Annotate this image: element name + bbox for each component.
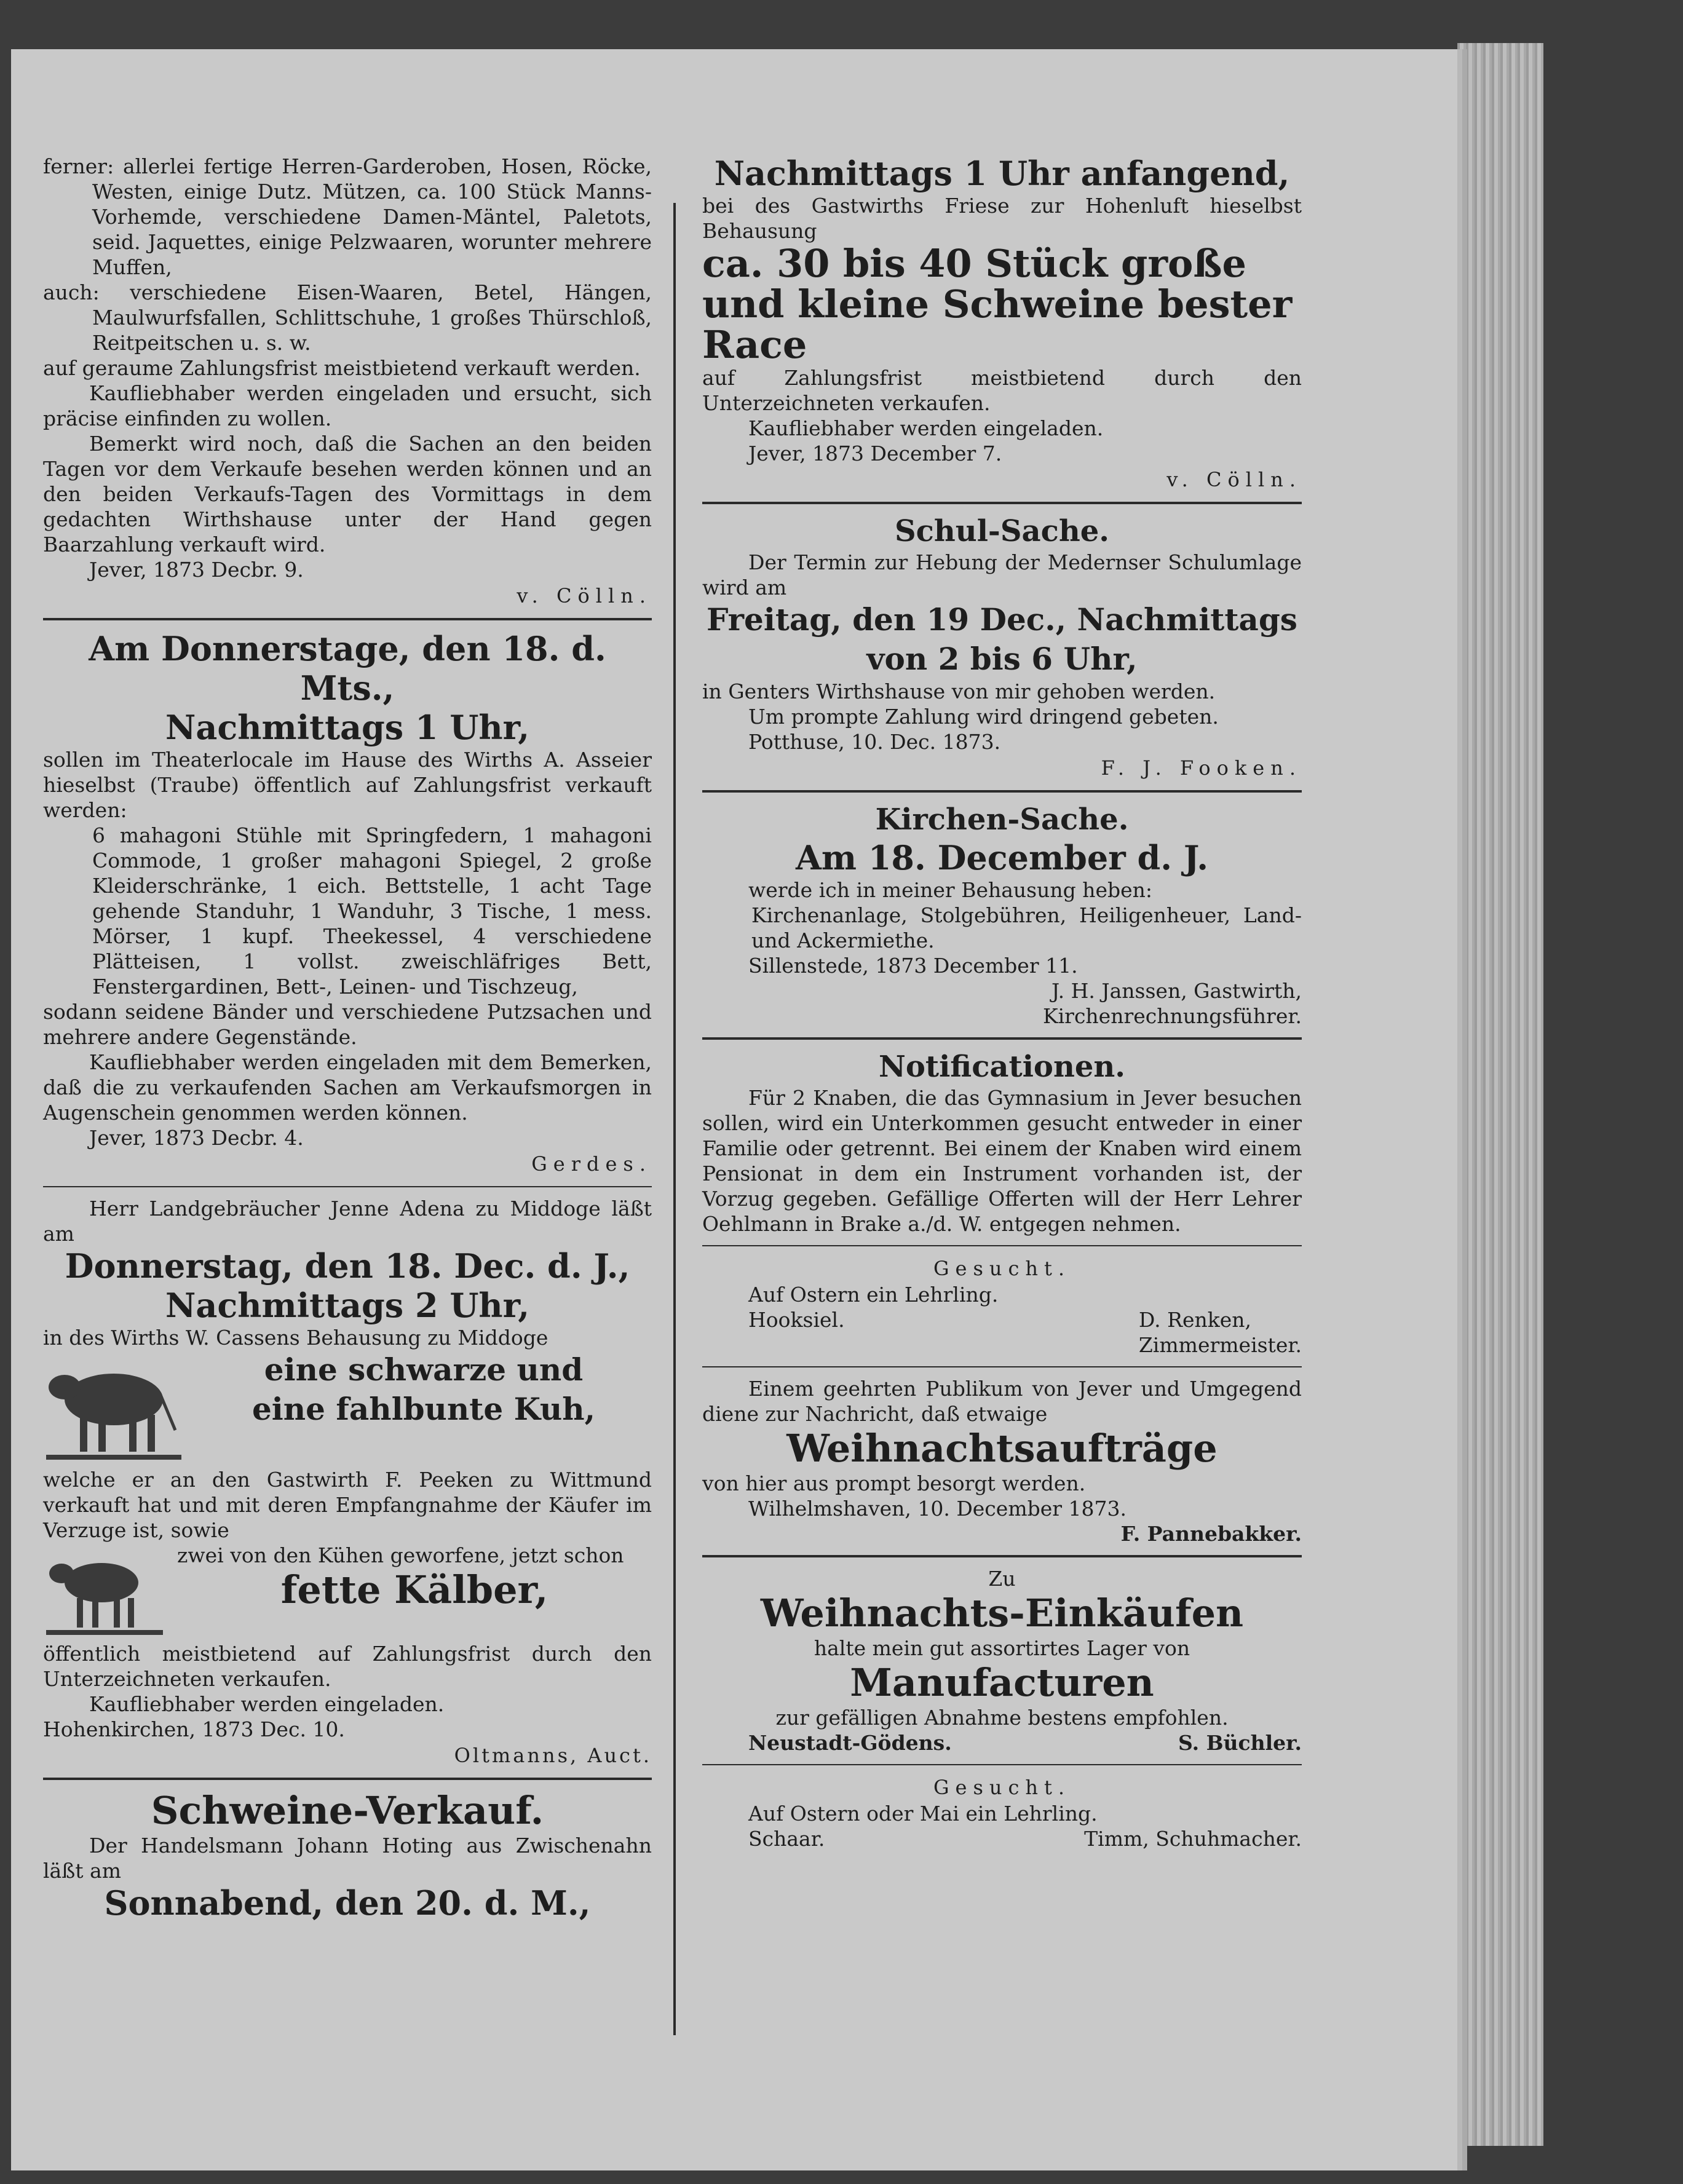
book-page-edge — [1457, 43, 1543, 2146]
ad2-heading-1: Am Donnerstage, den 18. d. Mts., — [89, 629, 606, 708]
r7-body: halte mein gut assortirtes Lager von — [814, 1636, 1190, 1660]
r6-big: Weihnachtsaufträge — [786, 1426, 1218, 1471]
r8-heading: Gesucht. — [933, 1776, 1071, 1799]
ad2-items: 6 mahagoni Stühle mit Springfedern, 1 mahagoni Commode, 1 großer mahagoni Spiegel, 2 große Kleiderschränke, 1 eich. Bettstelle, 1 acht Tage gehende Standuhr, 1 Wanduhr, 3 Tische, 1 mess. Mörser, 1 kupf. Theekessel, 4 verschiedene Plätteisen, 1 vollst. zweischläfriges Bett, Fenstergardinen, Bett-, Leinen- und Tischzeug, — [92, 823, 652, 999]
r2-heading: Schul-Sache. — [895, 514, 1109, 548]
ad3-terms: öffentlich meistbietend auf Zahlungsfrist durch den Unterzeichneten verkaufen. — [43, 1642, 652, 1691]
r1-big: ca. 30 bis 40 Stück große und kleine Schweine bester Race — [702, 241, 1293, 367]
r3-signature-1: J. H. Janssen, Gastwirth, — [1051, 979, 1302, 1003]
ad2-signature: Gerdes. — [531, 1152, 652, 1176]
separator — [702, 790, 1302, 793]
left-note: Bemerkt wird noch, daß die Sachen an den beiden Tagen vor dem Verkaufe besehen werden können und an den beiden Verkaufs-Tagen des Vormittags in dem gedachten Wirthshause unter der Hand gegen Baarzahlung verkauft wird. — [43, 432, 652, 556]
r3-items: Kirchenanlage, Stolgebühren, Heiligenheuer, Land- und Ackermiethe. — [751, 903, 1302, 952]
separator — [702, 502, 1302, 504]
separator — [702, 1555, 1302, 1557]
ad3-cows-2: eine fahlbunte Kuh, — [251, 1391, 596, 1427]
r2-place: in Genters Wirthshause von mir gehoben werden. — [702, 679, 1216, 703]
ad3-body: welche er an den Gastwirth F. Peeken zu Wittmund verkauft hat und mit deren Empfangnahme der Käufer im Verzuge ist, sowie — [43, 1468, 652, 1542]
r5-signature-2: Zimmermeister. — [1138, 1333, 1302, 1357]
separator — [702, 1366, 1302, 1367]
r7-signature: S. Büchler. — [1178, 1731, 1302, 1755]
separator — [702, 1037, 1302, 1040]
r7-place: Neustadt-Gödens. — [748, 1731, 952, 1755]
r1-signature: v. Cölln. — [1166, 468, 1302, 491]
left-intro: ferner: allerlei fertige Herren-Garderoben, Hosen, Röcke, Westen, einige Dutz. Mützen, ca. 100 Stück Manns-Vorhemde, verschiedene Damen-Mäntel, Paletots, seid. Jaquettes, einige Pelzwaaren, worunter mehrere Muffen, — [43, 154, 652, 279]
separator — [43, 1186, 652, 1187]
ad3-cows-1: eine schwarze und — [264, 1351, 584, 1388]
r2-big: Freitag, den 19 Dec., Nachmittags von 2 bis 6 Uhr, — [707, 601, 1297, 677]
left-date: Jever, 1873 Decbr. 9. — [89, 558, 304, 582]
column-divider — [673, 203, 676, 2035]
separator — [702, 1245, 1302, 1246]
ad4-heading: Schweine-Verkauf. — [151, 1788, 544, 1833]
separator — [702, 1764, 1302, 1765]
left-column — [43, 154, 652, 1923]
ad3-heading-1: Donnerstag, den 18. Dec. d. J., — [65, 1246, 630, 1286]
left-terms: auf geraume Zahlungsfrist meistbietend verkauft werden. — [43, 356, 641, 380]
r5-place: Hooksiel. — [748, 1308, 845, 1332]
r2-body: Der Termin zur Hebung der Medernser Schulumlage wird am — [702, 550, 1302, 599]
ad4-date: Sonnabend, den 20. d. M., — [104, 1883, 591, 1923]
r8-footer — [702, 1826, 1302, 1851]
r2-request: Um prompte Zahlung wird dringend gebeten. — [748, 705, 1219, 729]
ad2-date: Jever, 1873 Decbr. 4. — [89, 1126, 304, 1150]
r3-date: Sillenstede, 1873 December 11. — [748, 954, 1078, 978]
r6-signature: F. Pannebakker. — [1120, 1522, 1302, 1546]
left-signature: v. Cölln. — [517, 584, 652, 607]
calf-icon — [43, 1543, 166, 1641]
ad3-invite: Kaufliebhaber werden eingeladen. — [89, 1692, 445, 1716]
r5-signature-1: D. Renken, — [1138, 1308, 1252, 1332]
ad3-heading-2: Nachmittags 2 Uhr, — [165, 1286, 530, 1325]
r7-tail: zur gefälligen Abnahme bestens empfohlen. — [775, 1706, 1229, 1730]
ad3-cow-block — [43, 1350, 652, 1467]
r3-big: Am 18. December d. J. — [795, 838, 1209, 877]
ad3-signature: Oltmanns, Auct. — [454, 1744, 652, 1767]
left-auch: auch: verschiedene Eisen-Waaren, Betel, Hängen, Maulwurfsfallen, Schlittschuhe, 1 großes Thürschloß, Reitpeitschen u. s. w. — [43, 280, 652, 355]
ad3-calves: zwei von den Kühen geworfene, jetzt schon — [177, 1543, 624, 1567]
r2-date: Potthuse, 10. Dec. 1873. — [748, 730, 1001, 754]
r1-invite: Kaufliebhaber werden eingeladen. — [748, 416, 1104, 440]
r7-footer — [702, 1730, 1302, 1755]
ad3-calf-block — [43, 1543, 652, 1641]
r5-body: Auf Ostern ein Lehrling. — [748, 1283, 999, 1307]
ad3-date: Hohenkirchen, 1873 Dec. 10. — [43, 1717, 345, 1741]
r6-date: Wilhelmshaven, 10. December 1873. — [748, 1497, 1127, 1521]
right-column — [702, 154, 1302, 1851]
r8-signature: Timm, Schuhmacher. — [1084, 1827, 1302, 1851]
r8-body: Auf Ostern oder Mai ein Lehrling. — [748, 1802, 1098, 1826]
r2-signature: F. J. Fooken. — [1101, 756, 1302, 780]
ad2-invite: Kaufliebhaber werden eingeladen mit dem Bemerken, daß die zu verkaufenden Sachen am Verkaufsmorgen in Augenschein genommen werden können. — [43, 1050, 652, 1125]
r3-signature-2: Kirchenrechnungsführer. — [1042, 1004, 1302, 1028]
left-invite: Kaufliebhaber werden eingeladen und ersucht, sich präcise einfinden zu wollen. — [43, 381, 652, 430]
r3-heading: Kirchen-Sache. — [875, 802, 1129, 837]
r7-zu: Zu — [988, 1567, 1016, 1591]
cow-icon — [43, 1350, 184, 1467]
r6-tail: von hier aus prompt besorgt werden. — [702, 1471, 1086, 1495]
ad2-body: sollen im Theaterlocale im Hause des Wirths A. Asseier hieselbst (Traube) öffentlich auf Zahlungsfrist verkauft werden: — [43, 748, 652, 822]
ad3-place: in des Wirths W. Cassens Behausung zu Middoge — [43, 1326, 548, 1350]
r7-manufacturen: Manufacturen — [850, 1660, 1154, 1705]
separator — [43, 618, 652, 620]
r5-footer — [702, 1307, 1302, 1358]
r4-body: Für 2 Knaben, die das Gymnasium in Jever besuchen sollen, wird ein Unterkommen gesucht entweder in einer Familie oder getrennt. Bei einem der Knaben wird einem Pensionat in dem ein Instrument vorhanden ist, der Vorzug gegeben. Gefällige Offerten will der Herr Lehrer Oehlmann in Brake a./d. W. entgegen nehmen. — [702, 1086, 1302, 1236]
ad2-heading-2: Nachmittags 1 Uhr, — [165, 708, 530, 747]
r1-terms: auf Zahlungsfrist meistbietend durch den Unterzeichneten verkaufen. — [702, 366, 1302, 415]
separator — [43, 1778, 652, 1780]
r1-date: Jever, 1873 December 7. — [748, 441, 1002, 465]
ad3-intro: Herr Landgebräucher Jenne Adena zu Middoge läßt am — [43, 1197, 652, 1246]
r4-heading: Notificationen. — [879, 1050, 1125, 1084]
ad4-body: Der Handelsmann Johann Hoting aus Zwischenahn läßt am — [43, 1834, 652, 1883]
ad2-more: sodann seidene Bänder und verschiedene Putzsachen und mehrere andere Gegenstände. — [43, 1000, 652, 1049]
ad3-fat-calves: fette Kälber, — [280, 1567, 548, 1612]
r6-body: Einem geehrten Publikum von Jever und Umgegend diene zur Nachricht, daß etwaige — [702, 1377, 1302, 1426]
r5-heading: Gesucht. — [933, 1257, 1071, 1280]
r1-heading: Nachmittags 1 Uhr anfangend, — [714, 154, 1290, 193]
r8-place: Schaar. — [748, 1827, 825, 1851]
r1-place: bei des Gastwirths Friese zur Hohenluft hieselbst Behausung — [702, 194, 1302, 243]
r3-body: werde ich in meiner Behausung heben: — [748, 878, 1153, 902]
r7-big: Weihnachts-Einkäufen — [760, 1591, 1244, 1636]
